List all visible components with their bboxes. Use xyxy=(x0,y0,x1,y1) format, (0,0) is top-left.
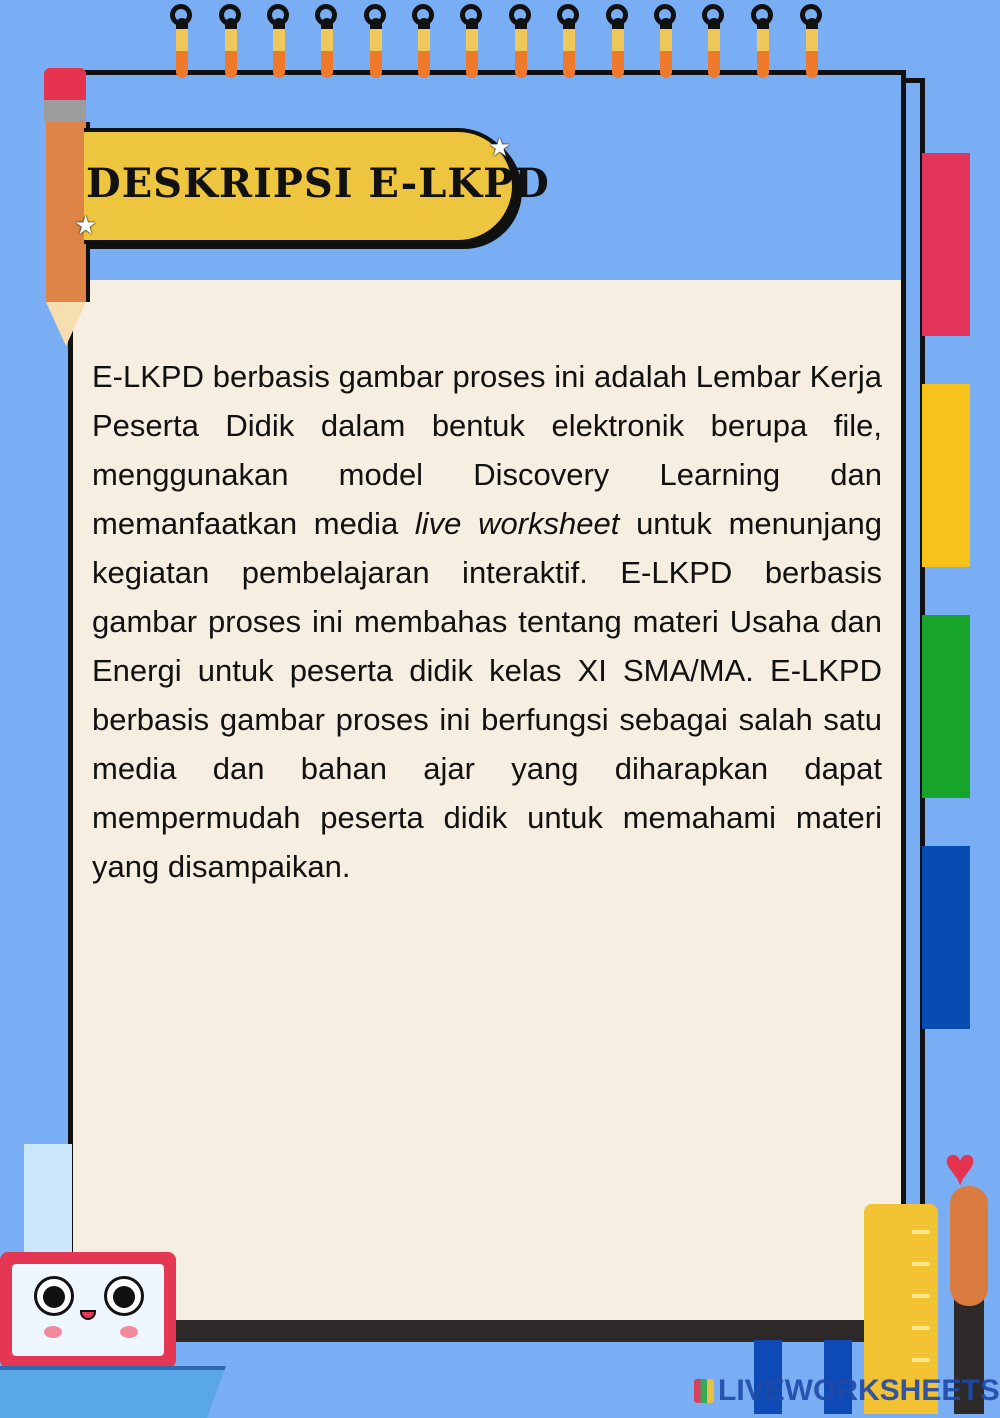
ruler-tick xyxy=(912,1230,930,1234)
description-text: untuk menunjang kegiatan pembelajaran interaktif. E-LKPD berbasis gambar proses ini membahas tentang materi Usaha dan Energi untuk peserta didik kelas XI SMA/MA. E-LKPD berbasis gambar proses ini berfungsi sebagai salah satu media dan bahan ajar yang diharapkan dapat mempermudah peserta didik untuk memahami materi yang disampaikan. xyxy=(92,506,882,884)
paper-bottom-edge xyxy=(73,1320,901,1342)
spiral-ring xyxy=(509,0,539,80)
pupil-icon xyxy=(43,1286,65,1308)
cheek-icon xyxy=(44,1326,62,1338)
spiral-ring xyxy=(460,0,490,80)
tab-green xyxy=(922,615,970,798)
tab-red xyxy=(922,153,970,336)
ruler-tick xyxy=(912,1358,930,1362)
ruler-tick xyxy=(912,1326,930,1330)
spiral-ring xyxy=(364,0,394,80)
pencil-band xyxy=(44,100,86,122)
heart-icon: ♥ xyxy=(944,1137,977,1197)
spiral-ring xyxy=(170,0,200,80)
cheek-icon xyxy=(120,1326,138,1338)
ruler-tick xyxy=(912,1294,930,1298)
description-text: E-LKPD berbasis gambar proses ini adalah Lembar Kerja Peserta Didik dalam bentuk elektronik berupa file, menggunakan model Discovery Learning dan memanfaatkan media xyxy=(92,359,882,541)
brush-tip xyxy=(950,1186,988,1306)
star-icon: ★ xyxy=(488,132,512,162)
description-italic-text: live worksheet xyxy=(414,506,620,541)
tab-blue xyxy=(922,846,970,1029)
pencil-tip xyxy=(46,302,86,346)
star-icon: ★ xyxy=(74,210,98,240)
spiral-binding xyxy=(0,0,1000,82)
description-paragraph xyxy=(92,352,882,891)
spiral-ring xyxy=(654,0,684,80)
spiral-ring xyxy=(412,0,442,80)
spiral-ring xyxy=(557,0,587,80)
spiral-ring xyxy=(267,0,297,80)
liveworksheets-watermark xyxy=(694,1374,1000,1408)
spiral-ring xyxy=(800,0,830,80)
watermark-text: LIVEWORKSHEETS xyxy=(718,1374,1000,1407)
spiral-ring xyxy=(751,0,781,80)
spiral-ring xyxy=(219,0,249,80)
liveworksheets-logo-icon xyxy=(694,1379,714,1403)
spiral-ring xyxy=(606,0,636,80)
pencil-eraser xyxy=(44,68,86,100)
spiral-ring xyxy=(315,0,345,80)
page-title: DESKRIPSI E-LKPD xyxy=(86,160,550,207)
laptop-keyboard xyxy=(0,1366,226,1418)
tab-yellow xyxy=(922,384,970,567)
pupil-icon xyxy=(113,1286,135,1308)
ruler-tick xyxy=(912,1262,930,1266)
spiral-ring xyxy=(702,0,732,80)
